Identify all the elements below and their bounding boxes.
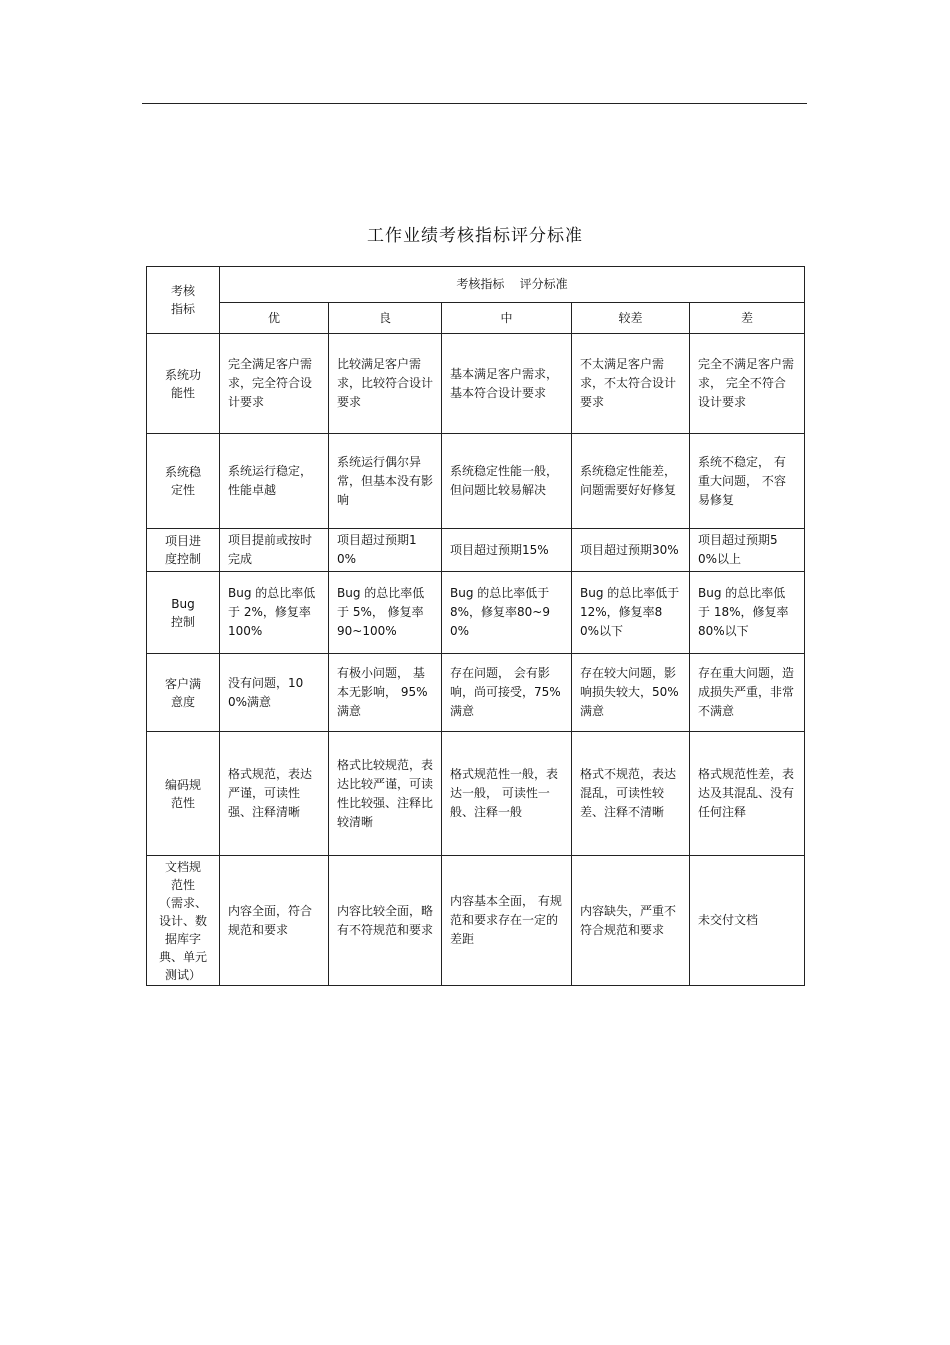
header-row-grades bbox=[147, 303, 805, 334]
table-row bbox=[147, 856, 805, 986]
score-cell: 格式规范，表达严谨，可读性强、注释清晰 bbox=[220, 732, 329, 856]
table-row bbox=[147, 434, 805, 529]
corner-header-cell: 考核 指标 bbox=[147, 267, 220, 334]
score-cell: 项目超过预期15% bbox=[442, 529, 572, 572]
indicator-cell: 客户满 意度 bbox=[147, 654, 220, 732]
score-cell: 系统稳定性能差，问题需要好好修复 bbox=[572, 434, 690, 529]
grade-header-excellent: 优 bbox=[220, 303, 329, 334]
score-cell: 系统稳定性能一般，但问题比较易解决 bbox=[442, 434, 572, 529]
score-cell: 格式规范性差，表达及其混乱、没有任何注释 bbox=[690, 732, 805, 856]
score-cell: 没有问题，100%满意 bbox=[220, 654, 329, 732]
score-cell: 格式规范性一般，表达一般， 可读性一般、注释一般 bbox=[442, 732, 572, 856]
score-cell: Bug 的总比率低于 2%，修复率 100% bbox=[220, 572, 329, 654]
score-cell: 存在问题， 会有影响，尚可接受，75%满意 bbox=[442, 654, 572, 732]
table-row bbox=[147, 732, 805, 856]
score-cell: 完全满足客户需求，完全符合设计要求 bbox=[220, 334, 329, 434]
grade-header-poor: 较差 bbox=[572, 303, 690, 334]
score-cell: 系统不稳定， 有重大问题， 不容易修复 bbox=[690, 434, 805, 529]
header-row-group bbox=[147, 267, 805, 303]
score-cell: 格式比较规范，表达比较严谨，可读性比较强、注释比较清晰 bbox=[329, 732, 442, 856]
score-cell: 项目超过预期50%以上 bbox=[690, 529, 805, 572]
table-row bbox=[147, 334, 805, 434]
indicator-cell: 系统功 能性 bbox=[147, 334, 220, 434]
table-row bbox=[147, 654, 805, 732]
header-rule bbox=[142, 103, 807, 104]
score-cell: 存在重大问题，造成损失严重，非常不满意 bbox=[690, 654, 805, 732]
table-row bbox=[147, 572, 805, 654]
score-cell: 不太满足客户需求，不太符合设计要求 bbox=[572, 334, 690, 434]
score-cell: 未交付文档 bbox=[690, 856, 805, 986]
document-title: 工作业绩考核指标评分标准 bbox=[367, 226, 583, 246]
score-cell: 系统运行稳定，性能卓越 bbox=[220, 434, 329, 529]
score-cell: 内容基本全面， 有规范和要求存在一定的差距 bbox=[442, 856, 572, 986]
indicator-cell: 编码规 范性 bbox=[147, 732, 220, 856]
table-row bbox=[147, 529, 805, 572]
score-cell: Bug 的总比率低于 5%， 修复率 90~100% bbox=[329, 572, 442, 654]
scoring-table bbox=[146, 266, 805, 986]
grade-header-average: 中 bbox=[442, 303, 572, 334]
score-cell: 比较满足客户需求，比较符合设计要求 bbox=[329, 334, 442, 434]
grade-header-good: 良 bbox=[329, 303, 442, 334]
score-cell: 格式不规范，表达混乱，可读性较差、注释不清晰 bbox=[572, 732, 690, 856]
score-cell: 项目超过预期30% bbox=[572, 529, 690, 572]
score-cell: 有极小问题， 基本无影响， 95%满意 bbox=[329, 654, 442, 732]
score-cell: 系统运行偶尔异常，但基本没有影响 bbox=[329, 434, 442, 529]
score-cell: 内容缺失，严重不符合规范和要求 bbox=[572, 856, 690, 986]
score-cell: Bug 的总比率低于 12%，修复率80%以下 bbox=[572, 572, 690, 654]
score-cell: 内容全面，符合规范和要求 bbox=[220, 856, 329, 986]
indicator-cell: 文档规 范性 （需求、 设计、数 据库字 典、单元 测试） bbox=[147, 856, 220, 986]
score-cell: Bug 的总比率低于 8%，修复率80~90% bbox=[442, 572, 572, 654]
indicator-cell: 项目进 度控制 bbox=[147, 529, 220, 572]
score-cell: 项目提前或按时完成 bbox=[220, 529, 329, 572]
score-cell: 存在较大问题，影响损失较大，50%满意 bbox=[572, 654, 690, 732]
group-header-cell: 考核指标 评分标准 bbox=[220, 267, 805, 303]
indicator-cell: Bug 控制 bbox=[147, 572, 220, 654]
grade-header-bad: 差 bbox=[690, 303, 805, 334]
score-cell: 内容比较全面，略有不符规范和要求 bbox=[329, 856, 442, 986]
score-cell: 完全不满足客户需求， 完全不符合设计要求 bbox=[690, 334, 805, 434]
score-cell: Bug 的总比率低于 18%，修复率 80%以下 bbox=[690, 572, 805, 654]
score-cell: 基本满足客户需求，基本符合设计要求 bbox=[442, 334, 572, 434]
score-cell: 项目超过预期10% bbox=[329, 529, 442, 572]
indicator-cell: 系统稳 定性 bbox=[147, 434, 220, 529]
